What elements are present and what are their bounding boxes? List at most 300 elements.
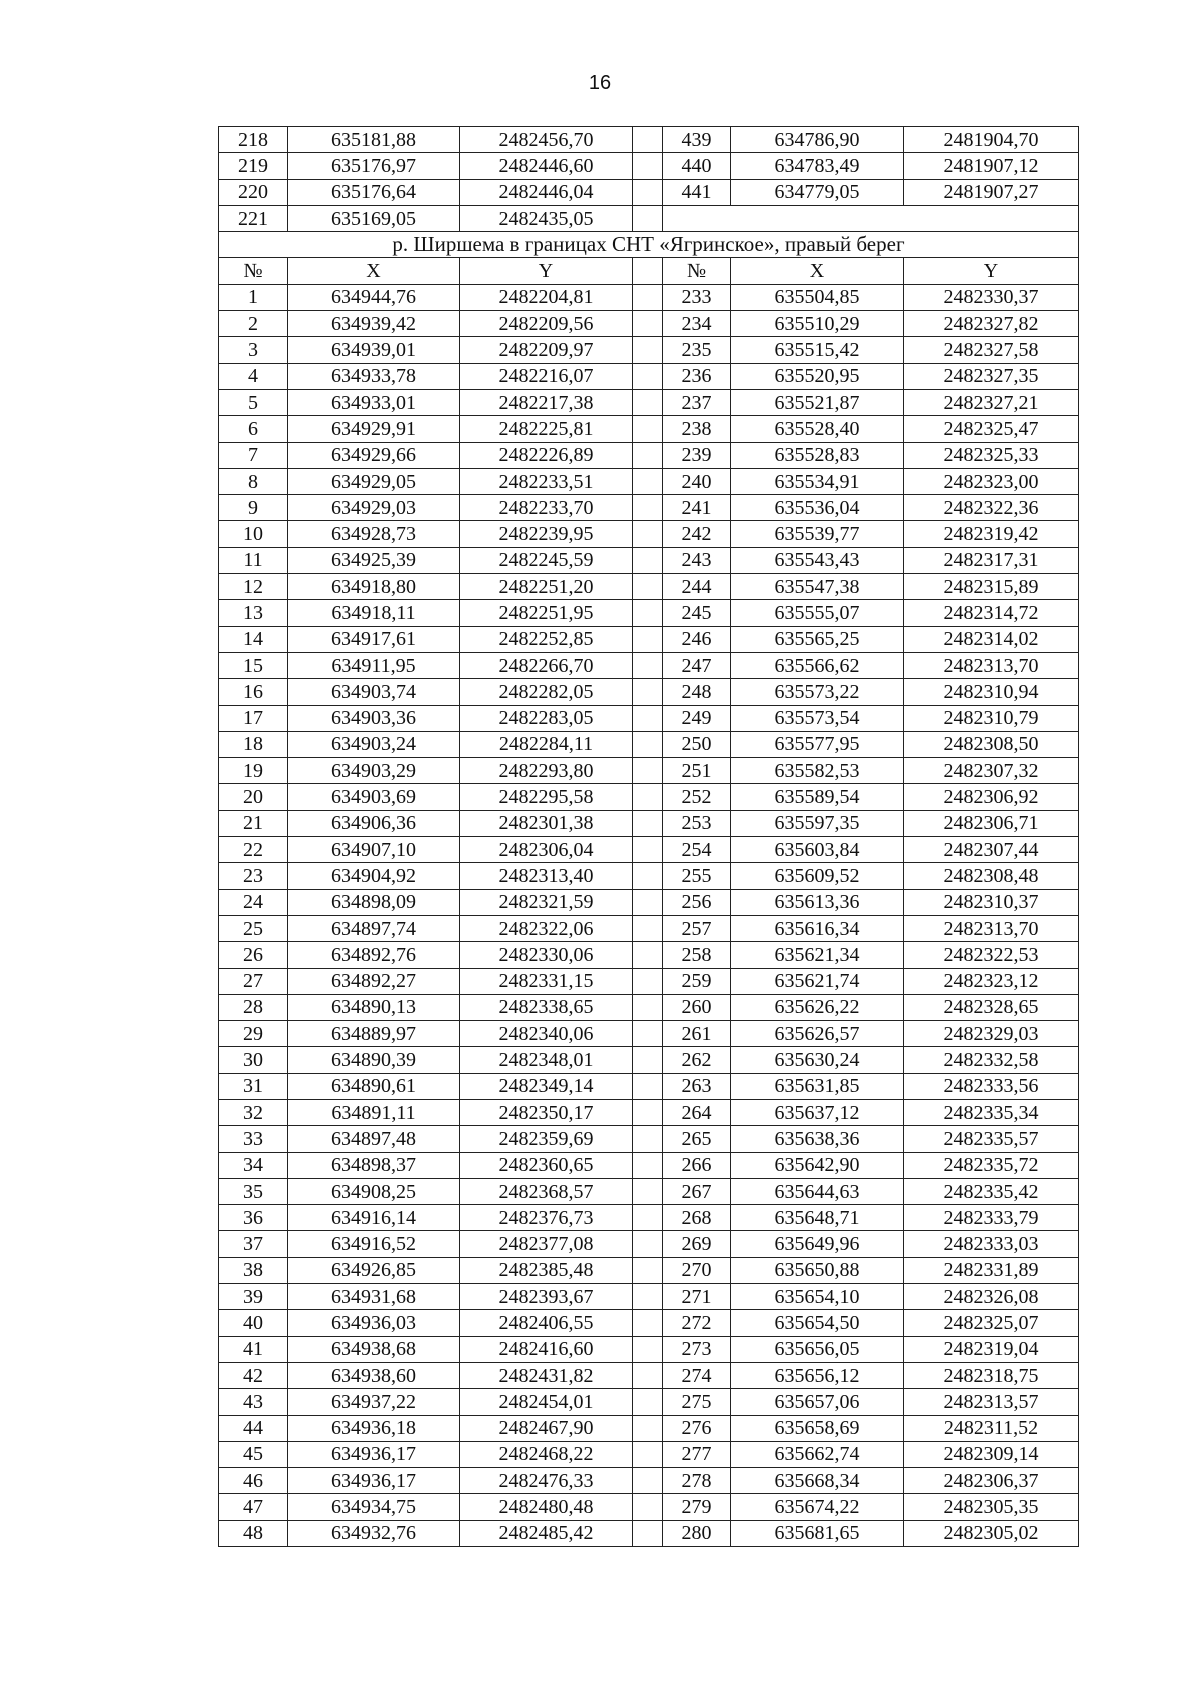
- y-coordinate: 2482311,52: [904, 1415, 1079, 1441]
- point-number: 38: [219, 1257, 288, 1283]
- column-gap: [633, 1362, 663, 1388]
- x-coordinate: 635521,87: [731, 389, 904, 415]
- y-coordinate: 2482416,60: [460, 1336, 633, 1362]
- table-row: [219, 942, 1079, 968]
- point-number: 258: [663, 942, 731, 968]
- x-coordinate: 634926,85: [288, 1257, 460, 1283]
- y-coordinate: 2482327,21: [904, 389, 1079, 415]
- header-number: №: [219, 258, 288, 284]
- y-coordinate: 2482308,48: [904, 863, 1079, 889]
- y-coordinate: 2482233,51: [460, 468, 633, 494]
- y-coordinate: 2482335,42: [904, 1178, 1079, 1204]
- y-coordinate: 2482393,67: [460, 1284, 633, 1310]
- x-coordinate: 635654,10: [731, 1284, 904, 1310]
- point-number: 12: [219, 574, 288, 600]
- point-number: 3: [219, 337, 288, 363]
- x-coordinate: 634911,95: [288, 652, 460, 678]
- y-coordinate: 2482335,72: [904, 1152, 1079, 1178]
- x-coordinate: 635582,53: [731, 758, 904, 784]
- table-row: [219, 1441, 1079, 1467]
- x-coordinate: 634936,18: [288, 1415, 460, 1441]
- point-number: 247: [663, 652, 731, 678]
- column-gap: [633, 626, 663, 652]
- x-coordinate: 634929,66: [288, 442, 460, 468]
- y-coordinate: 2482313,40: [460, 863, 633, 889]
- x-coordinate: 635654,50: [731, 1310, 904, 1336]
- point-number: 239: [663, 442, 731, 468]
- y-coordinate: 2482233,70: [460, 495, 633, 521]
- y-coordinate: 2482245,59: [460, 547, 633, 573]
- x-coordinate: 634934,75: [288, 1494, 460, 1520]
- column-gap: [633, 1231, 663, 1257]
- y-coordinate: 2482446,04: [460, 179, 633, 205]
- point-number: 439: [663, 127, 731, 153]
- point-number: 271: [663, 1284, 731, 1310]
- x-coordinate: 635515,42: [731, 337, 904, 363]
- column-gap: [633, 258, 663, 284]
- column-gap: [633, 495, 663, 521]
- y-coordinate: 2482331,89: [904, 1257, 1079, 1283]
- y-coordinate: 2482251,20: [460, 574, 633, 600]
- x-coordinate: 634932,76: [288, 1520, 460, 1546]
- column-gap: [633, 1021, 663, 1047]
- point-number: 221: [219, 205, 288, 231]
- table-row: [219, 337, 1079, 363]
- x-coordinate: 635597,35: [731, 810, 904, 836]
- y-coordinate: 2482284,11: [460, 731, 633, 757]
- point-number: 31: [219, 1073, 288, 1099]
- point-number: 26: [219, 942, 288, 968]
- point-number: 28: [219, 994, 288, 1020]
- x-coordinate: 635621,74: [731, 968, 904, 994]
- point-number: 42: [219, 1362, 288, 1388]
- x-coordinate: 635650,88: [731, 1257, 904, 1283]
- point-number: 21: [219, 810, 288, 836]
- x-coordinate: 635573,54: [731, 705, 904, 731]
- table-row: [219, 1389, 1079, 1415]
- x-coordinate: 635520,95: [731, 363, 904, 389]
- x-coordinate: 634890,39: [288, 1047, 460, 1073]
- x-coordinate: 635543,43: [731, 547, 904, 573]
- point-number: 273: [663, 1336, 731, 1362]
- y-coordinate: 2482485,42: [460, 1520, 633, 1546]
- column-gap: [633, 363, 663, 389]
- column-gap: [633, 1441, 663, 1467]
- point-number: 277: [663, 1441, 731, 1467]
- table-row: [219, 495, 1079, 521]
- y-coordinate: 2482431,82: [460, 1362, 633, 1388]
- table-row: [219, 626, 1079, 652]
- point-number: 259: [663, 968, 731, 994]
- table-row: [219, 468, 1079, 494]
- column-gap: [633, 968, 663, 994]
- y-coordinate: 2482301,38: [460, 810, 633, 836]
- x-coordinate: 634939,42: [288, 311, 460, 337]
- x-coordinate: 635176,97: [288, 153, 460, 179]
- table-row: [219, 1021, 1079, 1047]
- header-y: Y: [904, 258, 1079, 284]
- point-number: 5: [219, 389, 288, 415]
- y-coordinate: 2482333,03: [904, 1231, 1079, 1257]
- point-number: 243: [663, 547, 731, 573]
- x-coordinate: 635658,69: [731, 1415, 904, 1441]
- point-number: 236: [663, 363, 731, 389]
- x-coordinate: 634929,03: [288, 495, 460, 521]
- column-gap: [633, 1047, 663, 1073]
- y-coordinate: 2482332,58: [904, 1047, 1079, 1073]
- table-row: [219, 679, 1079, 705]
- point-number: 264: [663, 1099, 731, 1125]
- x-coordinate: 635534,91: [731, 468, 904, 494]
- y-coordinate: 2482310,79: [904, 705, 1079, 731]
- table-row: [219, 153, 1079, 179]
- point-number: 233: [663, 284, 731, 310]
- column-gap: [633, 705, 663, 731]
- x-coordinate: 634897,74: [288, 915, 460, 941]
- header-row: [219, 258, 1079, 284]
- x-coordinate: 635631,85: [731, 1073, 904, 1099]
- x-coordinate: 635589,54: [731, 784, 904, 810]
- y-coordinate: 2482306,04: [460, 837, 633, 863]
- table-row: [219, 705, 1079, 731]
- point-number: 9: [219, 495, 288, 521]
- x-coordinate: 634779,05: [731, 179, 904, 205]
- header-x: X: [731, 258, 904, 284]
- x-coordinate: 635649,96: [731, 1231, 904, 1257]
- column-gap: [633, 179, 663, 205]
- table-row: [219, 1494, 1079, 1520]
- x-coordinate: 634891,11: [288, 1099, 460, 1125]
- point-number: 43: [219, 1389, 288, 1415]
- table-row: [219, 179, 1079, 205]
- y-coordinate: 2482322,53: [904, 942, 1079, 968]
- x-coordinate: 635648,71: [731, 1205, 904, 1231]
- point-number: 33: [219, 1126, 288, 1152]
- x-coordinate: 634928,73: [288, 521, 460, 547]
- x-coordinate: 635668,34: [731, 1468, 904, 1494]
- point-number: 220: [219, 179, 288, 205]
- column-gap: [633, 1152, 663, 1178]
- y-coordinate: 2482225,81: [460, 416, 633, 442]
- column-gap: [633, 337, 663, 363]
- point-number: 272: [663, 1310, 731, 1336]
- x-coordinate: 634786,90: [731, 127, 904, 153]
- point-number: 35: [219, 1178, 288, 1204]
- table-row: [219, 1126, 1079, 1152]
- point-number: 276: [663, 1415, 731, 1441]
- point-number: 23: [219, 863, 288, 889]
- x-coordinate: 635169,05: [288, 205, 460, 231]
- point-number: 251: [663, 758, 731, 784]
- point-number: 246: [663, 626, 731, 652]
- x-coordinate: 634916,14: [288, 1205, 460, 1231]
- x-coordinate: 634903,24: [288, 731, 460, 757]
- column-gap: [633, 994, 663, 1020]
- y-coordinate: 2482204,81: [460, 284, 633, 310]
- x-coordinate: 635547,38: [731, 574, 904, 600]
- y-coordinate: 2481907,12: [904, 153, 1079, 179]
- y-coordinate: 2482338,65: [460, 994, 633, 1020]
- column-gap: [633, 127, 663, 153]
- point-number: 24: [219, 889, 288, 915]
- point-number: 257: [663, 915, 731, 941]
- table-row: [219, 363, 1079, 389]
- point-number: 275: [663, 1389, 731, 1415]
- table-row: [219, 1231, 1079, 1257]
- point-number: 261: [663, 1021, 731, 1047]
- y-coordinate: 2482217,38: [460, 389, 633, 415]
- table-row: [219, 416, 1079, 442]
- column-gap: [633, 731, 663, 757]
- point-number: 2: [219, 311, 288, 337]
- point-number: 15: [219, 652, 288, 678]
- point-number: 27: [219, 968, 288, 994]
- y-coordinate: 2482350,17: [460, 1099, 633, 1125]
- point-number: 268: [663, 1205, 731, 1231]
- y-coordinate: 2482330,37: [904, 284, 1079, 310]
- y-coordinate: 2482327,82: [904, 311, 1079, 337]
- point-number: 48: [219, 1520, 288, 1546]
- table-row: [219, 1336, 1079, 1362]
- x-coordinate: 634889,97: [288, 1021, 460, 1047]
- column-gap: [633, 153, 663, 179]
- point-number: 29: [219, 1021, 288, 1047]
- y-coordinate: 2482325,33: [904, 442, 1079, 468]
- section-title-row: [219, 232, 1079, 258]
- column-gap: [633, 311, 663, 337]
- y-coordinate: 2482359,69: [460, 1126, 633, 1152]
- point-number: 280: [663, 1520, 731, 1546]
- table-row: [219, 205, 1079, 231]
- x-coordinate: 634917,61: [288, 626, 460, 652]
- x-coordinate: 634908,25: [288, 1178, 460, 1204]
- y-coordinate: 2482323,12: [904, 968, 1079, 994]
- table-row: [219, 1047, 1079, 1073]
- column-gap: [633, 889, 663, 915]
- x-coordinate: 635528,40: [731, 416, 904, 442]
- coordinates-table: [218, 126, 1079, 1547]
- x-coordinate: 635657,06: [731, 1389, 904, 1415]
- point-number: 260: [663, 994, 731, 1020]
- y-coordinate: 2482239,95: [460, 521, 633, 547]
- y-coordinate: 2482406,55: [460, 1310, 633, 1336]
- x-coordinate: 635504,85: [731, 284, 904, 310]
- point-number: 256: [663, 889, 731, 915]
- y-coordinate: 2482335,57: [904, 1126, 1079, 1152]
- column-gap: [633, 1126, 663, 1152]
- x-coordinate: 635621,34: [731, 942, 904, 968]
- column-gap: [633, 521, 663, 547]
- point-number: 36: [219, 1205, 288, 1231]
- point-number: 34: [219, 1152, 288, 1178]
- y-coordinate: 2482319,42: [904, 521, 1079, 547]
- x-coordinate: 634933,78: [288, 363, 460, 389]
- y-coordinate: 2482305,02: [904, 1520, 1079, 1546]
- point-number: 266: [663, 1152, 731, 1178]
- x-coordinate: 635603,84: [731, 837, 904, 863]
- point-number: 252: [663, 784, 731, 810]
- x-coordinate: 634783,49: [731, 153, 904, 179]
- y-coordinate: 2482308,50: [904, 731, 1079, 757]
- point-number: 45: [219, 1441, 288, 1467]
- y-coordinate: 2482322,06: [460, 915, 633, 941]
- column-gap: [633, 1520, 663, 1546]
- y-coordinate: 2482325,07: [904, 1310, 1079, 1336]
- y-coordinate: 2482295,58: [460, 784, 633, 810]
- point-number: 37: [219, 1231, 288, 1257]
- table-row: [219, 442, 1079, 468]
- y-coordinate: 2482293,80: [460, 758, 633, 784]
- column-gap: [633, 1336, 663, 1362]
- point-number: 240: [663, 468, 731, 494]
- table-row: [219, 600, 1079, 626]
- x-coordinate: 634903,29: [288, 758, 460, 784]
- x-coordinate: 634918,80: [288, 574, 460, 600]
- point-number: 263: [663, 1073, 731, 1099]
- point-number: 234: [663, 311, 731, 337]
- x-coordinate: 634903,74: [288, 679, 460, 705]
- column-gap: [633, 1073, 663, 1099]
- y-coordinate: 2482349,14: [460, 1073, 633, 1099]
- table-row: [219, 1257, 1079, 1283]
- y-coordinate: 2482282,05: [460, 679, 633, 705]
- y-coordinate: 2482226,89: [460, 442, 633, 468]
- table-row: [219, 1520, 1079, 1546]
- x-coordinate: 634929,05: [288, 468, 460, 494]
- y-coordinate: 2482333,79: [904, 1205, 1079, 1231]
- table-row: [219, 652, 1079, 678]
- x-coordinate: 634939,01: [288, 337, 460, 363]
- column-gap: [633, 1310, 663, 1336]
- table-row: [219, 1310, 1079, 1336]
- column-gap: [633, 863, 663, 889]
- point-number: 218: [219, 127, 288, 153]
- column-gap: [633, 679, 663, 705]
- point-number: 22: [219, 837, 288, 863]
- point-number: 25: [219, 915, 288, 941]
- x-coordinate: 634916,52: [288, 1231, 460, 1257]
- y-coordinate: 2482326,08: [904, 1284, 1079, 1310]
- x-coordinate: 634898,09: [288, 889, 460, 915]
- point-number: 255: [663, 863, 731, 889]
- y-coordinate: 2481907,27: [904, 179, 1079, 205]
- point-number: 244: [663, 574, 731, 600]
- table-row: [219, 1205, 1079, 1231]
- x-coordinate: 634937,22: [288, 1389, 460, 1415]
- point-number: 440: [663, 153, 731, 179]
- x-coordinate: 634906,36: [288, 810, 460, 836]
- point-number: 44: [219, 1415, 288, 1441]
- y-coordinate: 2482360,65: [460, 1152, 633, 1178]
- x-coordinate: 634936,17: [288, 1441, 460, 1467]
- y-coordinate: 2482251,95: [460, 600, 633, 626]
- point-number: 253: [663, 810, 731, 836]
- y-coordinate: 2482307,44: [904, 837, 1079, 863]
- x-coordinate: 634929,91: [288, 416, 460, 442]
- point-number: 8: [219, 468, 288, 494]
- point-number: 241: [663, 495, 731, 521]
- x-coordinate: 635181,88: [288, 127, 460, 153]
- y-coordinate: 2482319,04: [904, 1336, 1079, 1362]
- table-row: [219, 915, 1079, 941]
- column-gap: [633, 942, 663, 968]
- table-row: [219, 1284, 1079, 1310]
- table-row: [219, 547, 1079, 573]
- y-coordinate: 2482313,70: [904, 915, 1079, 941]
- x-coordinate: 635626,22: [731, 994, 904, 1020]
- column-gap: [633, 468, 663, 494]
- x-coordinate: 634938,68: [288, 1336, 460, 1362]
- y-coordinate: 2482377,08: [460, 1231, 633, 1257]
- y-coordinate: 2482266,70: [460, 652, 633, 678]
- y-coordinate: 2482467,90: [460, 1415, 633, 1441]
- x-coordinate: 635642,90: [731, 1152, 904, 1178]
- y-coordinate: 2482376,73: [460, 1205, 633, 1231]
- table-row: [219, 389, 1079, 415]
- y-coordinate: 2482329,03: [904, 1021, 1079, 1047]
- point-number: 242: [663, 521, 731, 547]
- table-row: [219, 1362, 1079, 1388]
- x-coordinate: 634925,39: [288, 547, 460, 573]
- y-coordinate: 2482480,48: [460, 1494, 633, 1520]
- y-coordinate: 2482454,01: [460, 1389, 633, 1415]
- table-row: [219, 1073, 1079, 1099]
- y-coordinate: 2482321,59: [460, 889, 633, 915]
- y-coordinate: 2482283,05: [460, 705, 633, 731]
- point-number: 237: [663, 389, 731, 415]
- y-coordinate: 2482317,31: [904, 547, 1079, 573]
- table-row: [219, 284, 1079, 310]
- point-number: 20: [219, 784, 288, 810]
- table-row: [219, 521, 1079, 547]
- point-number: 267: [663, 1178, 731, 1204]
- point-number: 19: [219, 758, 288, 784]
- point-number: 270: [663, 1257, 731, 1283]
- point-number: 32: [219, 1099, 288, 1125]
- y-coordinate: 2482310,94: [904, 679, 1079, 705]
- y-coordinate: 2482348,01: [460, 1047, 633, 1073]
- point-number: 46: [219, 1468, 288, 1494]
- point-number: 279: [663, 1494, 731, 1520]
- column-gap: [633, 574, 663, 600]
- table-row: [219, 1415, 1079, 1441]
- table-row: [219, 994, 1079, 1020]
- point-number: 4: [219, 363, 288, 389]
- x-coordinate: 635566,62: [731, 652, 904, 678]
- y-coordinate: 2482476,33: [460, 1468, 633, 1494]
- column-gap: [633, 284, 663, 310]
- table-row: [219, 1152, 1079, 1178]
- y-coordinate: 2482468,22: [460, 1441, 633, 1467]
- x-coordinate: 635656,12: [731, 1362, 904, 1388]
- empty-cell: [663, 205, 1079, 231]
- y-coordinate: 2482306,71: [904, 810, 1079, 836]
- column-gap: [633, 1284, 663, 1310]
- table-row: [219, 127, 1079, 153]
- y-coordinate: 2482309,14: [904, 1441, 1079, 1467]
- x-coordinate: 634890,61: [288, 1073, 460, 1099]
- point-number: 265: [663, 1126, 731, 1152]
- column-gap: [633, 1205, 663, 1231]
- y-coordinate: 2482333,56: [904, 1073, 1079, 1099]
- x-coordinate: 635644,63: [731, 1178, 904, 1204]
- point-number: 235: [663, 337, 731, 363]
- column-gap: [633, 442, 663, 468]
- y-coordinate: 2482306,37: [904, 1468, 1079, 1494]
- x-coordinate: 635565,25: [731, 626, 904, 652]
- column-gap: [633, 837, 663, 863]
- column-gap: [633, 389, 663, 415]
